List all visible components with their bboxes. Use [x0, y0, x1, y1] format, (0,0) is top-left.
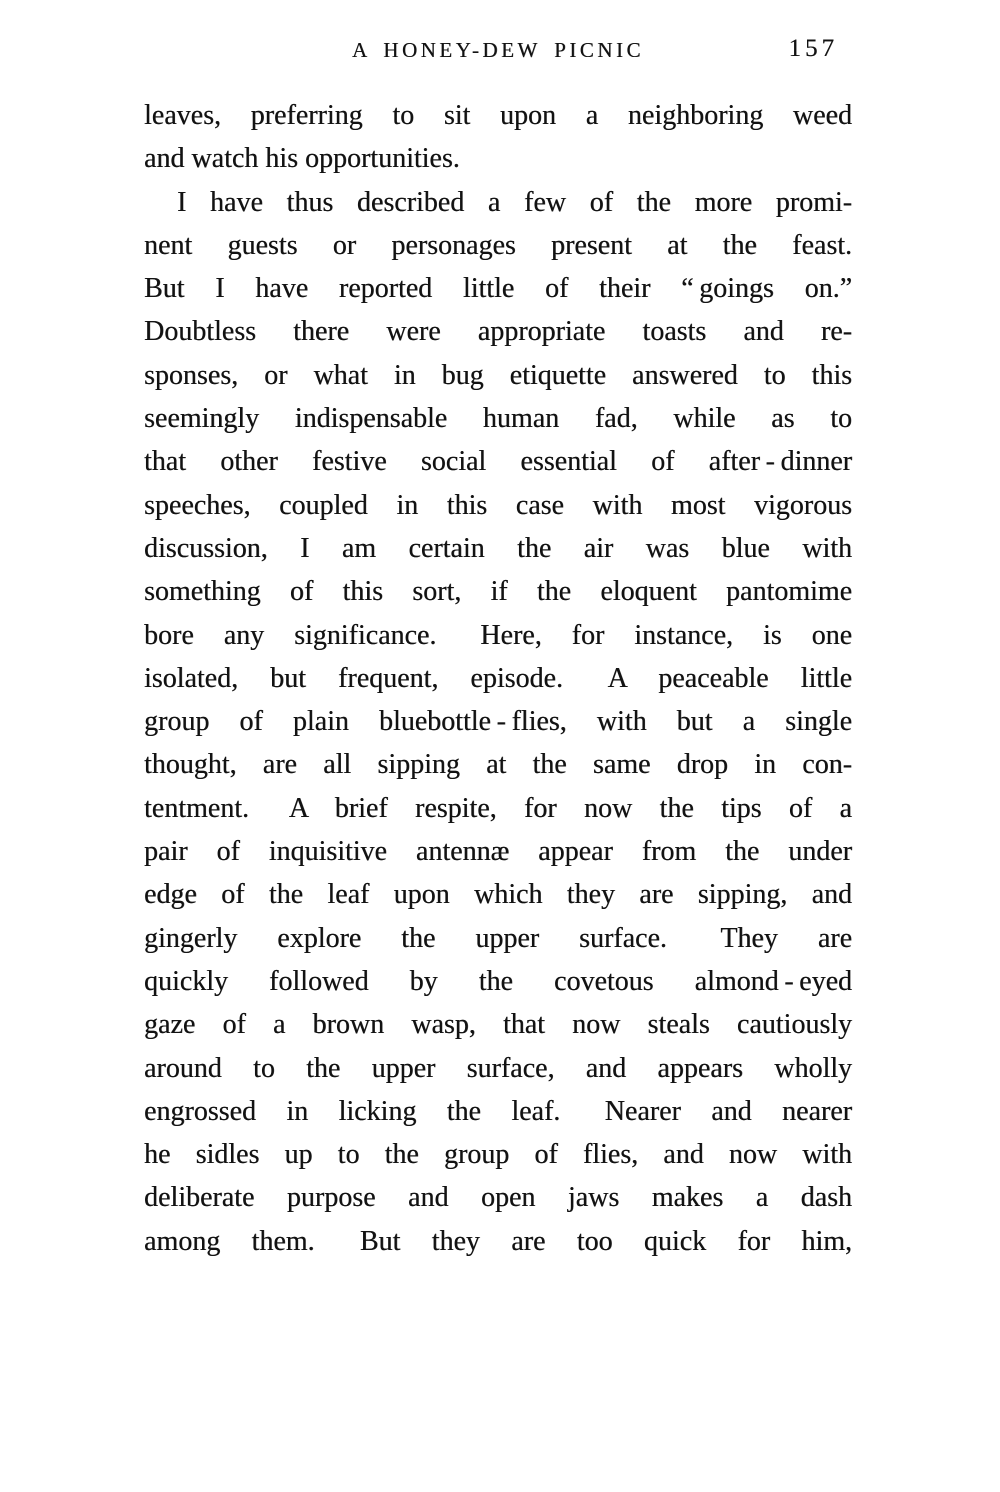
text-line: bore any significance. Here, for instance, is one — [144, 619, 852, 651]
page-number: 157 — [788, 35, 838, 62]
text-line: among them. But they are too quick for him, — [144, 1225, 852, 1257]
text-line: gingerly explore the upper surface. They are — [144, 922, 852, 954]
text-line: quickly followed by the covetous almond - eyed — [144, 965, 852, 997]
text-line: something of this sort, if the eloquent pantomime — [144, 576, 852, 608]
text-line: sponses, or what in bug etiquette answered to this — [144, 359, 852, 391]
text-line: that other festive social essential of after - dinner — [144, 446, 852, 478]
text-line: leaves, preferring to sit upon a neighboring weed — [144, 100, 852, 131]
text-line: edge of the leaf upon which they are sipping, and — [144, 879, 852, 911]
running-title: A HONEY-DEW PICNIC — [352, 38, 644, 62]
text-line: discussion, I am certain the air was blue with — [144, 532, 852, 564]
text-line: pair of inquisitive antennæ appear from the under — [144, 836, 852, 868]
text-line: deliberate purpose and open jaws makes a dash — [144, 1182, 852, 1214]
text-line: he sidles up to the group of flies, and now with — [144, 1139, 852, 1171]
text-block — [144, 94, 852, 1263]
text-line: But I have reported little of their “ goings on.” — [144, 273, 852, 305]
text-line: isolated, but frequent, episode. A peaceable little — [144, 662, 852, 694]
text-line: nent guests or personages present at the feast. — [144, 229, 852, 261]
text-line: thought, are all sipping at the same drop in con- — [144, 749, 852, 781]
text-line: around to the upper surface, and appears wholly — [144, 1052, 852, 1084]
text-line: engrossed in licking the leaf. Nearer and nearer — [144, 1095, 852, 1127]
text-line: and watch his opportunities. — [144, 143, 460, 175]
text-line: I have thus described a few of the more promi- — [177, 186, 852, 218]
text-line: tentment. A brief respite, for now the tips of a — [144, 792, 852, 824]
text-line: Doubtless there were appropriate toasts and re- — [144, 316, 852, 348]
text-line: gaze of a brown wasp, that now steals cautiously — [144, 1009, 852, 1041]
text-line: seemingly indispensable human fad, while as to — [144, 403, 852, 435]
text-line: group of plain bluebottle - flies, with but a single — [144, 706, 852, 738]
text-line: speeches, coupled in this case with most vigorous — [144, 489, 852, 521]
